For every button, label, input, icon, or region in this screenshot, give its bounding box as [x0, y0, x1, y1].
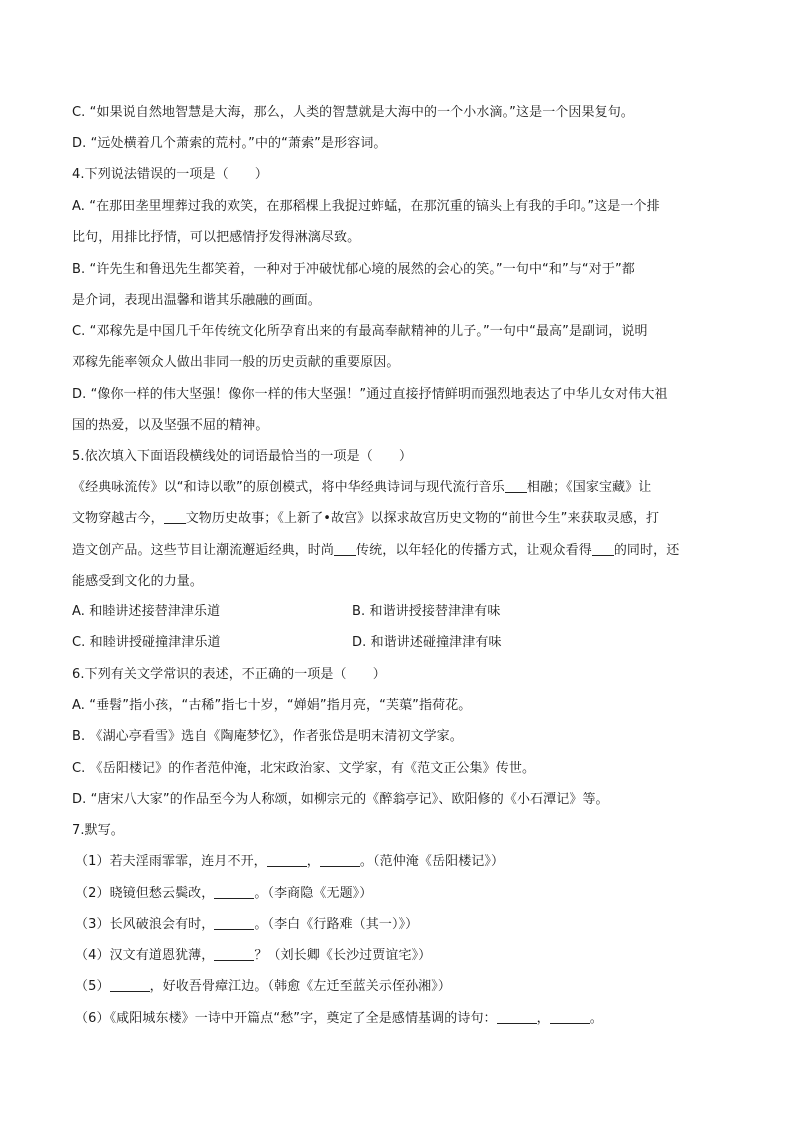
- answer-blank: [214, 947, 254, 961]
- q5-passage-line1: [72, 479, 651, 497]
- q5-passage-line3: [72, 542, 679, 560]
- q6-option-d: D. “唐宋八大家”的作品至今为人称颂，如柳宗元的《醉翁亭记》、欧阳修的《小石潭记》等。: [72, 792, 609, 807]
- q6-option-a: A. “垂髫”指小孩，“古稀”指七十岁，“婵娟”指月亮，“芙蕖”指荷花。: [72, 698, 472, 713]
- q5-option-a: A. 和睦讲述接替津津乐道: [72, 604, 221, 619]
- q7-item-5: [75, 978, 451, 996]
- q4-option-d-line2: 国的热爱，以及坚强不屈的精神。: [72, 418, 269, 433]
- fill-blank: [592, 542, 614, 556]
- q6-option-c: C. 《岳阳楼记》的作者范仲淹，北宋政治家、文学家，有《范文正公集》传世。: [72, 761, 536, 776]
- q4-option-a-line1: A. “在那田垄里埋葬过我的欢笑，在那稻棵上我捉过蚱蜢，在那沉重的镐头上有我的手印。”这是一个排: [72, 199, 660, 214]
- item-text: ，: [536, 1011, 550, 1026]
- q5-passage-line4: 能感受到文化的力量。: [72, 574, 204, 589]
- q4-option-b-line2: 是介词，表现出温馨和谐其乐融融的画面。: [72, 293, 321, 308]
- item-text: 。（范仲淹《岳阳楼记》）: [359, 854, 505, 869]
- q3-option-c: C. “如果说自然地智慧是大海，那么，人类的智慧就是大海中的一个小水滴。”这是一个因果复句。: [72, 105, 634, 120]
- fill-blank: [334, 542, 356, 556]
- q7-item-4: [75, 947, 431, 965]
- q4-option-b-line1: B. “许先生和鲁迅先生都笑着，一种对于冲破忧郁心境的展然的会心的笑。”一句中“和”与“对于”都: [72, 262, 635, 277]
- item-text: ？（刘长卿《长沙过贾谊宅》）: [254, 948, 432, 963]
- passage-text: 造文创产品。这些节目让潮流邂逅经典，时尚: [72, 543, 335, 558]
- q7-item-3: [75, 916, 418, 934]
- passage-text: 《经典咏流传》以“和诗以歌”的原创模式，将中华经典诗词与现代流行音乐: [72, 480, 505, 495]
- q7-item-2: [75, 885, 372, 903]
- q7-stem: 7.默写。: [72, 823, 124, 838]
- passage-text: 文物穿越古今，: [72, 511, 164, 526]
- item-text: 。: [589, 1011, 603, 1026]
- q4-stem: 4.下列说法错误的一项是（ ）: [72, 167, 269, 182]
- q5-passage-line2: [72, 510, 659, 528]
- item-text: （3）长风破浪会有时，: [75, 917, 215, 932]
- fill-blank: [505, 479, 527, 493]
- q7-item-6: [75, 1010, 603, 1028]
- item-text: （2）晓镜但愁云鬓改，: [75, 886, 215, 901]
- answer-blank: [497, 1010, 537, 1024]
- item-text: ，: [306, 854, 320, 869]
- q7-item-1: [75, 853, 504, 871]
- q6-stem: 6.下列有关文学常识的表述，不正确的一项是（ ）: [72, 667, 386, 682]
- q3-option-d: D. “远处横着几个萧索的荒村。”中的“萧索”是形容词。: [72, 136, 387, 151]
- q5-option-c: C. 和睦讲授碰撞津津乐道: [72, 635, 221, 650]
- q4-option-c-line1: C. “邓稼先是中国几千年传统文化所孕育出来的有最高奉献精神的儿子。”一句中“最高”是副词，说明: [72, 324, 648, 339]
- answer-blank: [320, 853, 360, 867]
- q5-option-b: B. 和谐讲授接替津津有味: [352, 604, 501, 619]
- item-text: （4）汉文有道恩犹薄，: [75, 948, 215, 963]
- answer-blank: [110, 978, 150, 992]
- answer-blank: [214, 916, 254, 930]
- answer-blank: [267, 853, 307, 867]
- q5-option-d: D. 和谐讲述碰撞津津有味: [352, 635, 502, 650]
- passage-text: 的同时，还: [613, 543, 680, 558]
- q4-option-a-line2: 比句，用排比抒情，可以把感情抒发得淋漓尽致。: [72, 230, 361, 245]
- item-text: 。（李商隐《无题》）: [254, 886, 373, 901]
- passage-text: 文物历史故事；《上新了•故宫》以探求故宫历史文物的“前世今生”来获取灵感，打: [185, 511, 660, 526]
- item-text: （5）: [75, 979, 110, 994]
- item-text: ，好收吾骨瘴江边。（韩愈《左迁至蓝关示侄孙湘》）: [149, 979, 451, 994]
- passage-text: 相融；《国家宝藏》让: [526, 480, 652, 495]
- q4-option-d-line1: D. “像你一样的伟大坚强！像你一样的伟大坚强！”通过直接抒情鲜明而强烈地表达了中华儿女对伟大祖: [72, 387, 668, 402]
- passage-text: 传统，以年轻化的传播方式，让观众看得: [356, 543, 592, 558]
- q5-stem: 5.依次填入下面语段横线处的词语最恰当的一项是（ ）: [72, 449, 413, 464]
- item-text: （6）《咸阳城东楼》一诗中开篇点“愁”字，奠定了全是感情基调的诗句：: [75, 1011, 497, 1026]
- fill-blank: [164, 510, 186, 524]
- item-text: （1）若夫淫雨霏霏，连月不开，: [75, 854, 267, 869]
- q6-option-b: B. 《湖心亭看雪》选自《陶庵梦忆》，作者张岱是明末清初文学家。: [72, 729, 463, 744]
- answer-blank: [550, 1010, 590, 1024]
- item-text: 。（李白《行路难（其一）》）: [254, 917, 419, 932]
- q4-option-c-line2: 邓稼先能率领众人做出非同一般的历史贡献的重要原因。: [72, 355, 400, 370]
- answer-blank: [214, 885, 254, 899]
